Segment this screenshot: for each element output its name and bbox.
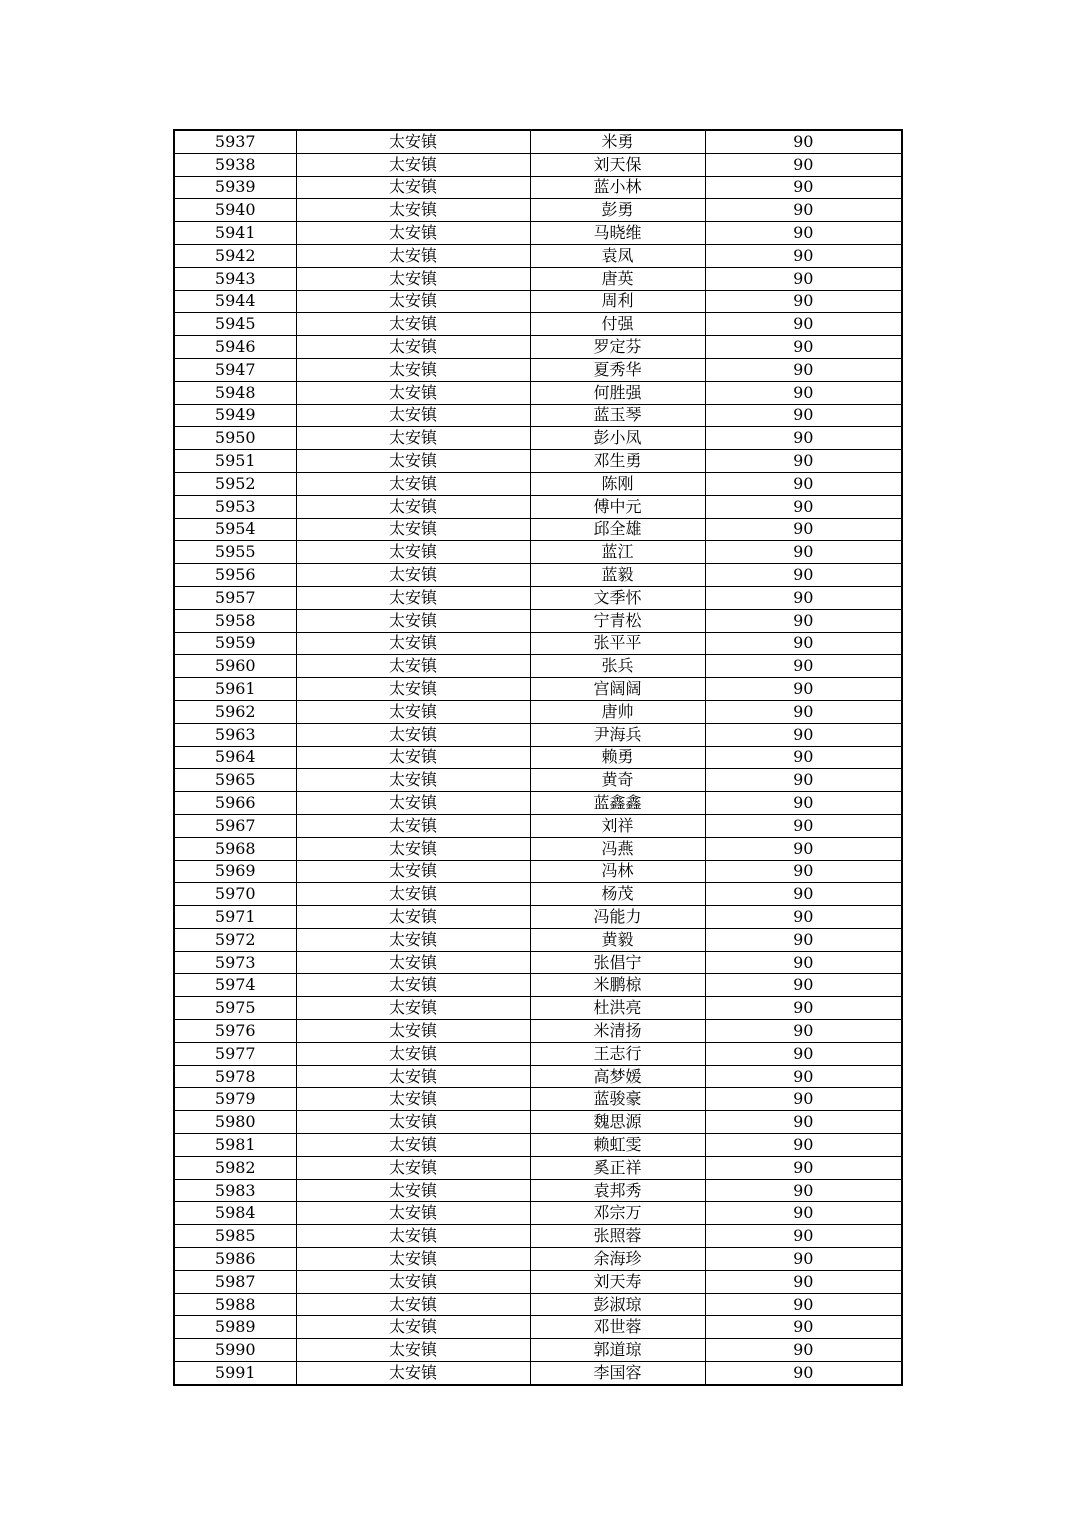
town-cell: 太安镇 bbox=[296, 746, 530, 769]
amount-cell: 90 bbox=[705, 928, 902, 951]
name-cell: 蓝毅 bbox=[530, 564, 705, 587]
amount-cell: 90 bbox=[705, 1042, 902, 1065]
row-number-cell: 5973 bbox=[174, 951, 296, 974]
amount-cell: 90 bbox=[705, 586, 902, 609]
table-row bbox=[174, 153, 902, 176]
amount-cell: 90 bbox=[705, 678, 902, 701]
row-number-cell: 5987 bbox=[174, 1270, 296, 1293]
row-number-cell: 5956 bbox=[174, 564, 296, 587]
name-cell: 宁青松 bbox=[530, 609, 705, 632]
table-row bbox=[174, 1225, 902, 1248]
amount-cell: 90 bbox=[705, 1020, 902, 1043]
row-number-cell: 5941 bbox=[174, 222, 296, 245]
name-cell: 奚正祥 bbox=[530, 1156, 705, 1179]
row-number-cell: 5983 bbox=[174, 1179, 296, 1202]
row-number-cell: 5938 bbox=[174, 153, 296, 176]
table-row bbox=[174, 222, 902, 245]
table-row bbox=[174, 1316, 902, 1339]
row-number-cell: 5977 bbox=[174, 1042, 296, 1065]
name-cell: 周利 bbox=[530, 290, 705, 313]
name-cell: 袁凤 bbox=[530, 244, 705, 267]
amount-cell: 90 bbox=[705, 1248, 902, 1271]
name-cell: 王志行 bbox=[530, 1042, 705, 1065]
row-number-cell: 5963 bbox=[174, 723, 296, 746]
name-cell: 陈刚 bbox=[530, 472, 705, 495]
amount-cell: 90 bbox=[705, 1088, 902, 1111]
table-row bbox=[174, 1270, 902, 1293]
town-cell: 太安镇 bbox=[296, 199, 530, 222]
town-cell: 太安镇 bbox=[296, 655, 530, 678]
name-cell: 张兵 bbox=[530, 655, 705, 678]
row-number-cell: 5974 bbox=[174, 974, 296, 997]
town-cell: 太安镇 bbox=[296, 267, 530, 290]
amount-cell: 90 bbox=[705, 222, 902, 245]
town-cell: 太安镇 bbox=[296, 336, 530, 359]
row-number-cell: 5976 bbox=[174, 1020, 296, 1043]
row-number-cell: 5960 bbox=[174, 655, 296, 678]
amount-cell: 90 bbox=[705, 1065, 902, 1088]
row-number-cell: 5965 bbox=[174, 769, 296, 792]
table-row bbox=[174, 1339, 902, 1362]
table-row bbox=[174, 1202, 902, 1225]
amount-cell: 90 bbox=[705, 290, 902, 313]
name-cell: 尹海兵 bbox=[530, 723, 705, 746]
row-number-cell: 5981 bbox=[174, 1134, 296, 1157]
town-cell: 太安镇 bbox=[296, 1339, 530, 1362]
row-number-cell: 5986 bbox=[174, 1248, 296, 1271]
amount-cell: 90 bbox=[705, 153, 902, 176]
table-row bbox=[174, 700, 902, 723]
amount-cell: 90 bbox=[705, 176, 902, 199]
amount-cell: 90 bbox=[705, 267, 902, 290]
name-cell: 黄毅 bbox=[530, 928, 705, 951]
amount-cell: 90 bbox=[705, 404, 902, 427]
name-cell: 邓生勇 bbox=[530, 450, 705, 473]
table-row bbox=[174, 199, 902, 222]
town-cell: 太安镇 bbox=[296, 906, 530, 929]
amount-cell: 90 bbox=[705, 1270, 902, 1293]
town-cell: 太安镇 bbox=[296, 518, 530, 541]
town-cell: 太安镇 bbox=[296, 974, 530, 997]
name-cell: 刘天寿 bbox=[530, 1270, 705, 1293]
table-row bbox=[174, 678, 902, 701]
town-cell: 太安镇 bbox=[296, 792, 530, 815]
table-row bbox=[174, 860, 902, 883]
name-cell: 蓝骏豪 bbox=[530, 1088, 705, 1111]
amount-cell: 90 bbox=[705, 313, 902, 336]
row-number-cell: 5969 bbox=[174, 860, 296, 883]
town-cell: 太安镇 bbox=[296, 883, 530, 906]
row-number-cell: 5985 bbox=[174, 1225, 296, 1248]
amount-cell: 90 bbox=[705, 495, 902, 518]
amount-cell: 90 bbox=[705, 792, 902, 815]
town-cell: 太安镇 bbox=[296, 244, 530, 267]
name-cell: 罗定芬 bbox=[530, 336, 705, 359]
name-cell: 唐帅 bbox=[530, 700, 705, 723]
town-cell: 太安镇 bbox=[296, 450, 530, 473]
amount-cell: 90 bbox=[705, 199, 902, 222]
table-row bbox=[174, 1088, 902, 1111]
town-cell: 太安镇 bbox=[296, 1088, 530, 1111]
table-row bbox=[174, 336, 902, 359]
amount-cell: 90 bbox=[705, 427, 902, 450]
row-number-cell: 5946 bbox=[174, 336, 296, 359]
amount-cell: 90 bbox=[705, 1362, 902, 1385]
amount-cell: 90 bbox=[705, 336, 902, 359]
amount-cell: 90 bbox=[705, 541, 902, 564]
amount-cell: 90 bbox=[705, 746, 902, 769]
row-number-cell: 5957 bbox=[174, 586, 296, 609]
table-row bbox=[174, 632, 902, 655]
table-row bbox=[174, 906, 902, 929]
amount-cell: 90 bbox=[705, 1156, 902, 1179]
name-cell: 傅中元 bbox=[530, 495, 705, 518]
row-number-cell: 5972 bbox=[174, 928, 296, 951]
row-number-cell: 5947 bbox=[174, 358, 296, 381]
row-number-cell: 5980 bbox=[174, 1111, 296, 1134]
table-row bbox=[174, 883, 902, 906]
name-cell: 米鹏椋 bbox=[530, 974, 705, 997]
name-cell: 米勇 bbox=[530, 130, 705, 153]
town-cell: 太安镇 bbox=[296, 176, 530, 199]
row-number-cell: 5991 bbox=[174, 1362, 296, 1385]
table-row bbox=[174, 1042, 902, 1065]
row-number-cell: 5942 bbox=[174, 244, 296, 267]
town-cell: 太安镇 bbox=[296, 1293, 530, 1316]
amount-cell: 90 bbox=[705, 1316, 902, 1339]
name-cell: 彭淑琼 bbox=[530, 1293, 705, 1316]
row-number-cell: 5950 bbox=[174, 427, 296, 450]
name-cell: 唐英 bbox=[530, 267, 705, 290]
table-row bbox=[174, 404, 902, 427]
amount-cell: 90 bbox=[705, 472, 902, 495]
amount-cell: 90 bbox=[705, 814, 902, 837]
name-cell: 彭勇 bbox=[530, 199, 705, 222]
amount-cell: 90 bbox=[705, 860, 902, 883]
table-row bbox=[174, 541, 902, 564]
name-cell: 夏秀华 bbox=[530, 358, 705, 381]
table-row bbox=[174, 495, 902, 518]
town-cell: 太安镇 bbox=[296, 997, 530, 1020]
name-cell: 杨茂 bbox=[530, 883, 705, 906]
town-cell: 太安镇 bbox=[296, 313, 530, 336]
row-number-cell: 5955 bbox=[174, 541, 296, 564]
amount-cell: 90 bbox=[705, 769, 902, 792]
town-cell: 太安镇 bbox=[296, 951, 530, 974]
town-cell: 太安镇 bbox=[296, 1042, 530, 1065]
town-cell: 太安镇 bbox=[296, 564, 530, 587]
row-number-cell: 5970 bbox=[174, 883, 296, 906]
town-cell: 太安镇 bbox=[296, 404, 530, 427]
table-row bbox=[174, 928, 902, 951]
table-row bbox=[174, 518, 902, 541]
town-cell: 太安镇 bbox=[296, 609, 530, 632]
row-number-cell: 5971 bbox=[174, 906, 296, 929]
amount-cell: 90 bbox=[705, 1179, 902, 1202]
town-cell: 太安镇 bbox=[296, 860, 530, 883]
name-cell: 张倡宁 bbox=[530, 951, 705, 974]
amount-cell: 90 bbox=[705, 883, 902, 906]
table-row bbox=[174, 176, 902, 199]
amount-cell: 90 bbox=[705, 974, 902, 997]
name-cell: 杜洪亮 bbox=[530, 997, 705, 1020]
amount-cell: 90 bbox=[705, 1202, 902, 1225]
name-cell: 蓝小林 bbox=[530, 176, 705, 199]
table-row bbox=[174, 586, 902, 609]
amount-cell: 90 bbox=[705, 244, 902, 267]
amount-cell: 90 bbox=[705, 358, 902, 381]
town-cell: 太安镇 bbox=[296, 1316, 530, 1339]
row-number-cell: 5943 bbox=[174, 267, 296, 290]
table-row bbox=[174, 974, 902, 997]
table-row bbox=[174, 1156, 902, 1179]
row-number-cell: 5968 bbox=[174, 837, 296, 860]
town-cell: 太安镇 bbox=[296, 1134, 530, 1157]
table-row bbox=[174, 769, 902, 792]
table-row bbox=[174, 837, 902, 860]
amount-cell: 90 bbox=[705, 655, 902, 678]
name-cell: 袁邦秀 bbox=[530, 1179, 705, 1202]
name-cell: 邓宗万 bbox=[530, 1202, 705, 1225]
amount-cell: 90 bbox=[705, 381, 902, 404]
town-cell: 太安镇 bbox=[296, 1270, 530, 1293]
table-row bbox=[174, 564, 902, 587]
name-cell: 余海珍 bbox=[530, 1248, 705, 1271]
town-cell: 太安镇 bbox=[296, 1179, 530, 1202]
table-row bbox=[174, 381, 902, 404]
name-cell: 赖勇 bbox=[530, 746, 705, 769]
table-row bbox=[174, 1362, 902, 1385]
town-cell: 太安镇 bbox=[296, 1065, 530, 1088]
table-row bbox=[174, 1293, 902, 1316]
row-number-cell: 5967 bbox=[174, 814, 296, 837]
town-cell: 太安镇 bbox=[296, 769, 530, 792]
row-number-cell: 5940 bbox=[174, 199, 296, 222]
table-row bbox=[174, 244, 902, 267]
name-cell: 邱全雄 bbox=[530, 518, 705, 541]
row-number-cell: 5952 bbox=[174, 472, 296, 495]
amount-cell: 90 bbox=[705, 1339, 902, 1362]
row-number-cell: 5964 bbox=[174, 746, 296, 769]
row-number-cell: 5989 bbox=[174, 1316, 296, 1339]
table-row bbox=[174, 723, 902, 746]
table-row bbox=[174, 1111, 902, 1134]
town-cell: 太安镇 bbox=[296, 632, 530, 655]
name-cell: 蓝鑫鑫 bbox=[530, 792, 705, 815]
row-number-cell: 5948 bbox=[174, 381, 296, 404]
amount-cell: 90 bbox=[705, 723, 902, 746]
name-cell: 张平平 bbox=[530, 632, 705, 655]
row-number-cell: 5958 bbox=[174, 609, 296, 632]
name-cell: 宫阔阔 bbox=[530, 678, 705, 701]
table-row bbox=[174, 313, 902, 336]
table-row bbox=[174, 814, 902, 837]
amount-cell: 90 bbox=[705, 1134, 902, 1157]
name-cell: 魏思源 bbox=[530, 1111, 705, 1134]
town-cell: 太安镇 bbox=[296, 1225, 530, 1248]
town-cell: 太安镇 bbox=[296, 427, 530, 450]
town-cell: 太安镇 bbox=[296, 381, 530, 404]
row-number-cell: 5949 bbox=[174, 404, 296, 427]
row-number-cell: 5982 bbox=[174, 1156, 296, 1179]
row-number-cell: 5962 bbox=[174, 700, 296, 723]
town-cell: 太安镇 bbox=[296, 290, 530, 313]
table-row bbox=[174, 358, 902, 381]
amount-cell: 90 bbox=[705, 632, 902, 655]
town-cell: 太安镇 bbox=[296, 1202, 530, 1225]
table-row bbox=[174, 792, 902, 815]
row-number-cell: 5944 bbox=[174, 290, 296, 313]
name-cell: 何胜强 bbox=[530, 381, 705, 404]
row-number-cell: 5954 bbox=[174, 518, 296, 541]
row-number-cell: 5978 bbox=[174, 1065, 296, 1088]
name-cell: 冯燕 bbox=[530, 837, 705, 860]
town-cell: 太安镇 bbox=[296, 723, 530, 746]
amount-cell: 90 bbox=[705, 130, 902, 153]
town-cell: 太安镇 bbox=[296, 700, 530, 723]
name-cell: 刘天保 bbox=[530, 153, 705, 176]
amount-cell: 90 bbox=[705, 1225, 902, 1248]
amount-cell: 90 bbox=[705, 997, 902, 1020]
name-cell: 高梦媛 bbox=[530, 1065, 705, 1088]
town-cell: 太安镇 bbox=[296, 222, 530, 245]
name-cell: 付强 bbox=[530, 313, 705, 336]
amount-cell: 90 bbox=[705, 1293, 902, 1316]
table-row bbox=[174, 472, 902, 495]
row-number-cell: 5988 bbox=[174, 1293, 296, 1316]
name-cell: 冯林 bbox=[530, 860, 705, 883]
table-row bbox=[174, 450, 902, 473]
town-cell: 太安镇 bbox=[296, 495, 530, 518]
roster-table-body bbox=[174, 130, 902, 1385]
row-number-cell: 5984 bbox=[174, 1202, 296, 1225]
table-row bbox=[174, 746, 902, 769]
roster-table bbox=[173, 129, 903, 1386]
amount-cell: 90 bbox=[705, 564, 902, 587]
table-row bbox=[174, 427, 902, 450]
table-row bbox=[174, 1065, 902, 1088]
table-row bbox=[174, 1134, 902, 1157]
table-row bbox=[174, 997, 902, 1020]
row-number-cell: 5959 bbox=[174, 632, 296, 655]
town-cell: 太安镇 bbox=[296, 586, 530, 609]
row-number-cell: 5966 bbox=[174, 792, 296, 815]
row-number-cell: 5975 bbox=[174, 997, 296, 1020]
amount-cell: 90 bbox=[705, 837, 902, 860]
amount-cell: 90 bbox=[705, 450, 902, 473]
table-row bbox=[174, 130, 902, 153]
table-row bbox=[174, 951, 902, 974]
table-row bbox=[174, 1248, 902, 1271]
table-row bbox=[174, 290, 902, 313]
table-row bbox=[174, 1179, 902, 1202]
row-number-cell: 5961 bbox=[174, 678, 296, 701]
name-cell: 李国容 bbox=[530, 1362, 705, 1385]
row-number-cell: 5979 bbox=[174, 1088, 296, 1111]
amount-cell: 90 bbox=[705, 700, 902, 723]
town-cell: 太安镇 bbox=[296, 1020, 530, 1043]
town-cell: 太安镇 bbox=[296, 1111, 530, 1134]
name-cell: 刘祥 bbox=[530, 814, 705, 837]
name-cell: 蓝江 bbox=[530, 541, 705, 564]
row-number-cell: 5953 bbox=[174, 495, 296, 518]
table-row bbox=[174, 655, 902, 678]
name-cell: 彭小凤 bbox=[530, 427, 705, 450]
name-cell: 文季怀 bbox=[530, 586, 705, 609]
town-cell: 太安镇 bbox=[296, 153, 530, 176]
name-cell: 赖虹雯 bbox=[530, 1134, 705, 1157]
amount-cell: 90 bbox=[705, 518, 902, 541]
town-cell: 太安镇 bbox=[296, 1362, 530, 1385]
amount-cell: 90 bbox=[705, 609, 902, 632]
name-cell: 蓝玉琴 bbox=[530, 404, 705, 427]
row-number-cell: 5937 bbox=[174, 130, 296, 153]
amount-cell: 90 bbox=[705, 951, 902, 974]
town-cell: 太安镇 bbox=[296, 472, 530, 495]
row-number-cell: 5945 bbox=[174, 313, 296, 336]
row-number-cell: 5990 bbox=[174, 1339, 296, 1362]
table-row bbox=[174, 1020, 902, 1043]
town-cell: 太安镇 bbox=[296, 814, 530, 837]
town-cell: 太安镇 bbox=[296, 358, 530, 381]
table-row bbox=[174, 609, 902, 632]
table-row bbox=[174, 267, 902, 290]
row-number-cell: 5939 bbox=[174, 176, 296, 199]
town-cell: 太安镇 bbox=[296, 541, 530, 564]
name-cell: 郭道琼 bbox=[530, 1339, 705, 1362]
town-cell: 太安镇 bbox=[296, 928, 530, 951]
row-number-cell: 5951 bbox=[174, 450, 296, 473]
name-cell: 黄奇 bbox=[530, 769, 705, 792]
name-cell: 米清扬 bbox=[530, 1020, 705, 1043]
town-cell: 太安镇 bbox=[296, 678, 530, 701]
town-cell: 太安镇 bbox=[296, 130, 530, 153]
name-cell: 邓世蓉 bbox=[530, 1316, 705, 1339]
town-cell: 太安镇 bbox=[296, 1156, 530, 1179]
name-cell: 张照蓉 bbox=[530, 1225, 705, 1248]
name-cell: 马晓维 bbox=[530, 222, 705, 245]
amount-cell: 90 bbox=[705, 1111, 902, 1134]
town-cell: 太安镇 bbox=[296, 837, 530, 860]
town-cell: 太安镇 bbox=[296, 1248, 530, 1271]
amount-cell: 90 bbox=[705, 906, 902, 929]
name-cell: 冯能力 bbox=[530, 906, 705, 929]
